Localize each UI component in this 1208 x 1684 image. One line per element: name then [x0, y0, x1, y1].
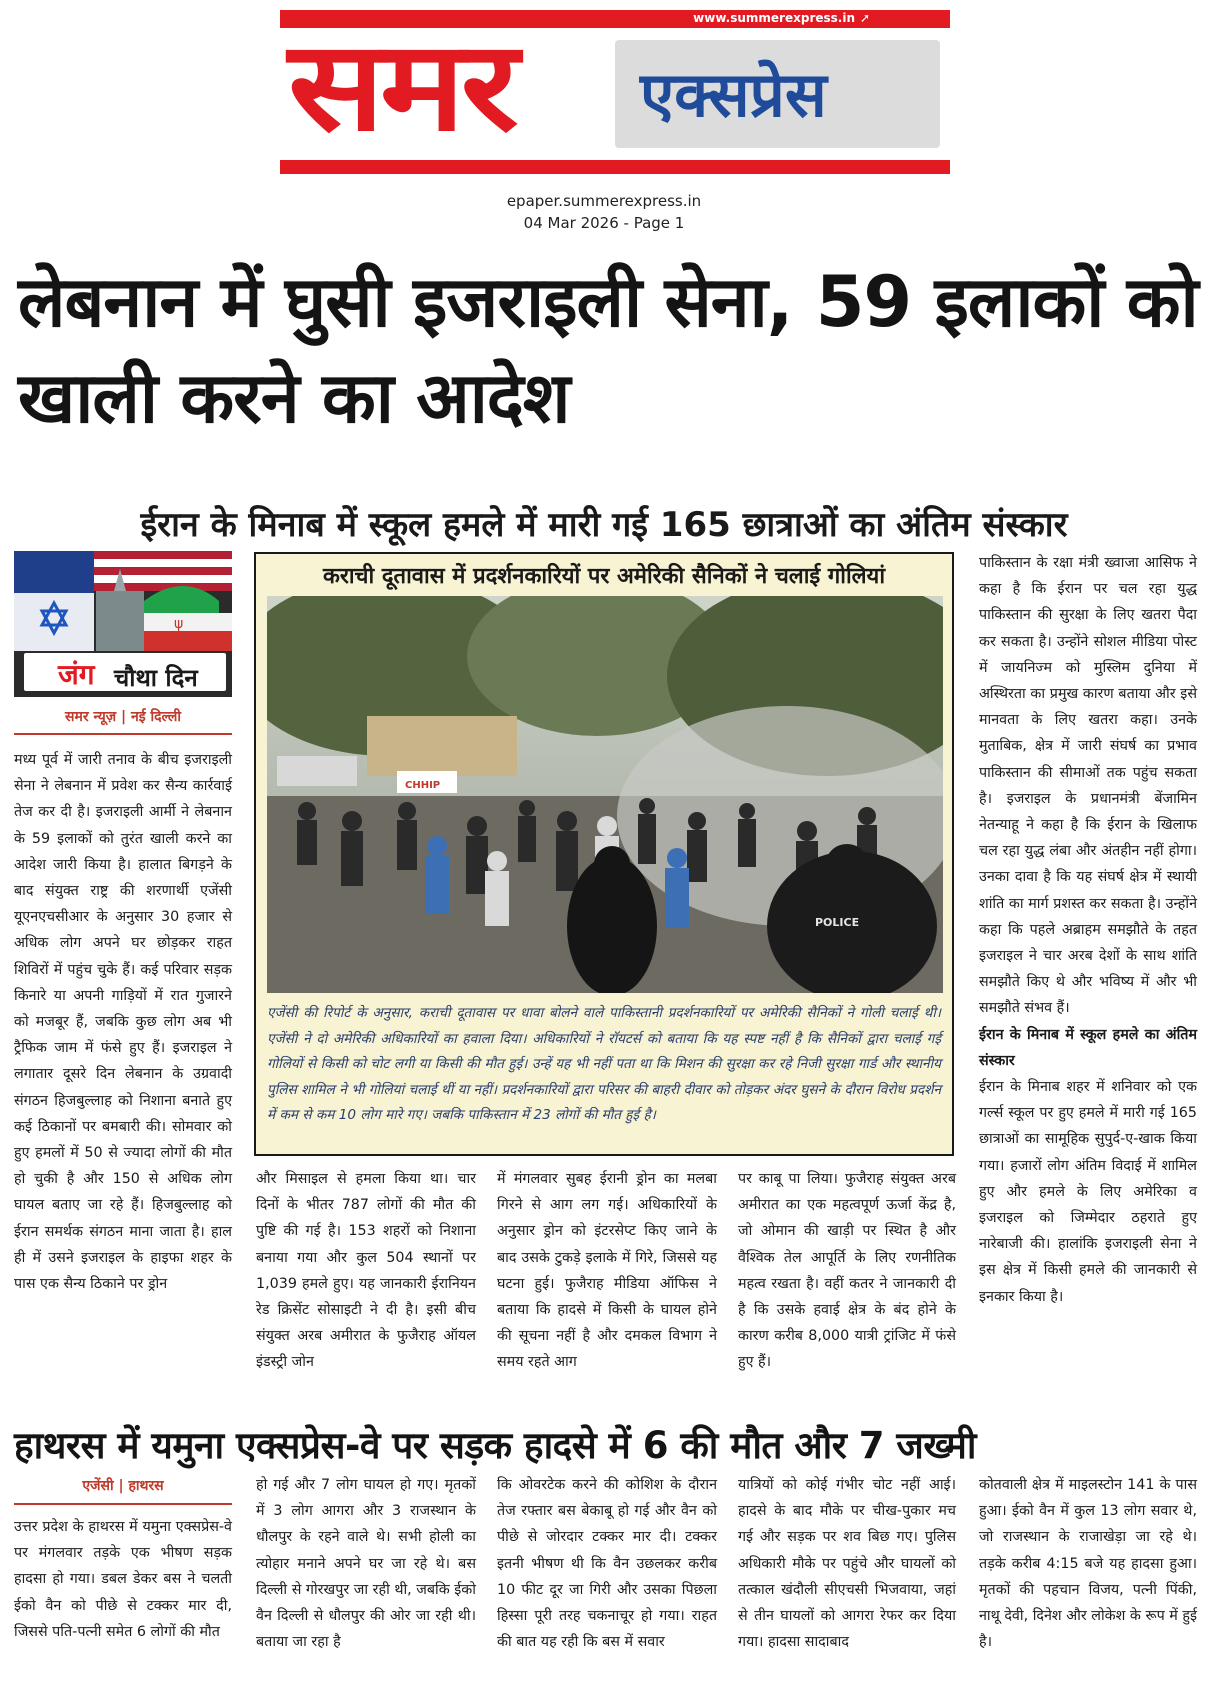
hathras-column-1: उत्तर प्रदेश के हाथरस में यमुना एक्सप्रेस-वे पर मंगलवार तड़के एक भीषण सड़क हादसा हो गया। डबल डेकर बस ने चलती ईको वैन को पीछे से टक्कर मार दी, जिससे पति-पत्नी समेत 6 लोगों की मौत	[14, 1519, 232, 1640]
lead-byline: समर न्यूज़ | नई दिल्ली	[65, 709, 181, 725]
photo-feature-title: कराची दूतावास में प्रदर्शनकारियों पर अमेरिकी सैनिकों ने चलाई गोलियां	[322, 564, 886, 589]
byline-rule	[14, 733, 232, 735]
lead-column-1: मध्य पूर्व में जारी तनाव के बीच इजराइली सेना ने लेबनान में प्रवेश कर सैन्य कार्रवाई तेज कर दी है। इजराइली आर्मी ने लेबनान के 59 इलाकों को तुरंत खाली करने का आदेश जारी किया है। हालात बिगड़ने के बाद संयुक्त राष्ट्र की शरणार्थी एजेंसी यूएनएचसीआर के अनुसार 30 हजार से अधिक लोग अपने घर छोड़कर राहत शिविरों में पहुंच चुके हैं। कई परिवार सड़क किनारे या अपनी गाड़ियों में रात गुजारने को मजबूर हैं, जबकि कुछ लोग अब भी ट्रैफिक जाम में फंसे हुए हैं। इजराइल ने लगातार दूसरे दिन लेबनान के उग्रवादी संगठन हिजबुल्लाह को निशाना बनाते हुए कई ठिकानों पर बमबारी की। सोमवार को हुए हमलों में 50 से ज्यादा लोगों की मौत हो चुकी है और 150 से अधिक लोग घायल बताए जा रहे हैं। हिजबुल्लाह को ईरान समर्थक संगठन माना जाता है। हाल ही में उसने इजराइल के हाइफा शहर के पास एक सैन्य ठिकाने पर ड्रोन	[14, 752, 232, 1293]
war-word: जंग	[58, 658, 95, 691]
lead-column-5	[979, 550, 1197, 1310]
masthead	[280, 10, 950, 175]
hathras-byline-rule	[14, 1503, 232, 1505]
lead-column-3: में मंगलवार सुबह ईरानी ड्रोन का मलबा गिरने से आग लग गई। अधिकारियों के अनुसार ड्रोन को इंटरसेप्ट किए जाने के बाद उसके टुकड़े इलाके में गिरे, जिससे यह घटना हुई। फुजैराह मीडिया ऑफिस ने बताया कि हादसे में किसी के घायल होने की सूचना नहीं है और दमकल विभाग ने समय रहते आग	[497, 1171, 717, 1371]
photo-caption: एजेंसी की रिपोर्ट के अनुसार, कराची दूतावास पर धावा बोलने वाले पाकिस्तानी प्रदर्शनकारियों पर अमेरिकी सैनिकों ने गोली चलाई थी। एजेंसी ने दो अमेरिकी अधिकारियों का हवाला दिया। अधिकारियों ने रॉयटर्स को बताया कि यह स्पष्ट नहीं है कि सैनिकों द्वारा चलाई गई गोलियों से किसी को चोट लगी या किसी की मौत हुई। उन्हें यह भी नहीं पता था कि मिशन की सुरक्षा कर रहे निजी सुरक्षा गार्ड और स्थानीय पुलिस शामिल ने भी गोलियां चलाई थीं या नहीं। प्रदर्शनकारियों द्वारा परिसर की बाहरी दीवार को तोड़कर अंदर घुसने के दौरान विरोध प्रदर्शन में कम से कम 10 लोग मारे गए। जबकि पाकिस्तान में 23 लोगों की मौत हुई है।	[267, 1005, 941, 1124]
masthead-title-red: समर	[288, 15, 515, 159]
epaper-site[interactable]: epaper.summerexpress.in	[506, 192, 702, 210]
masthead-website[interactable]: www.summerexpress.in	[693, 11, 855, 25]
hathras-headline: हाथरस में यमुना एक्सप्रेस-वे पर सड़क हादसे में 6 की मौत और 7 जख्मी	[14, 1424, 977, 1467]
svg-text:ψ: ψ	[174, 616, 184, 632]
lead-subheadline: ईरान के मिनाब में स्कूल हमले में मारी गई 165 छात्राओं का अंतिम संस्कार	[140, 505, 1068, 545]
lead-column-2: और मिसाइल से हमला किया था। चार दिनों के भीतर 787 लोगों की मौत की पुष्टि की गई है। 153 शहरों को निशाना बनाया गया और कुल 504 स्थानों पर 1,039 हमले हुए। यह जानकारी ईरानियन रेड क्रिसेंट सोसाइटी ने दी है। इसी बीच संयुक्त अरब अमीरात के फुजैराह ऑयल इंडस्ट्री जोन	[256, 1171, 476, 1371]
cursor-arrow-icon: ➚	[859, 11, 870, 25]
hathras-column-5: कोतवाली क्षेत्र में माइलस्टोन 141 के पास हुआ। ईको वैन में कुल 13 लोग सवार थे, जो राजस्थान के राजाखेड़ा जा रहे थे। तड़के करीब 4:15 बजे यह हादसा हुआ। मृतकों की पहचान विजय, पत्नी पिंकी, नाथू देवी, दिनेश और लोकेश के रूप में हुई है।	[979, 1477, 1197, 1651]
lead-column-5-top: पाकिस्तान के रक्षा मंत्री ख्वाजा आसिफ ने कहा है कि ईरान पर चल रहा युद्ध पाकिस्तान की सुरक्षा के लिए खतरा पैदा कर सकता है। उन्होंने सोशल मीडिया पोस्ट में जायनिज्म को मुस्लिम दुनिया में अस्थिरता का प्रमुख कारण बताया और इसे मानवता के लिए खतरा कहा। उनके मुताबिक, क्षेत्र में जारी संघर्ष का प्रभाव पाकिस्तान की सीमाओं तक पहुंच सकता है। इजराइल के प्रधानमंत्री बेंजामिन नेतन्याहू ने कहा है कि ईरान के खिलाफ चल रहा युद्ध लंबा और अंतहीन नहीं होगा। उनका दावा है कि यह संघर्ष क्षेत्र में स्थायी शांति का मार्ग प्रशस्त कर सकता है। उन्होंने कहा कि पहले अब्राहम समझौते के तहत इजराइल ने चार अरब देशों के साथ शांति समझौते किए थे और भविष्य में और भी समझौते संभव हैं।	[979, 555, 1197, 1017]
masthead-bottom-bar	[280, 160, 950, 174]
war-day-badge	[14, 551, 232, 697]
protest-scene-image	[267, 596, 943, 993]
edition-info	[0, 190, 1208, 234]
lead-column-5-bottom: ईरान के मिनाब शहर में शनिवार को एक गर्ल्स स्कूल पर हुए हमले में मारी गई 165 छात्राओं का सामूहिक सुपुर्द-ए-खाक किया गया। हजारों लोग अंतिम विदाई में शामिल हुए और हमले के लिए अमेरिका व इजराइल को जिम्मेदार ठहराते हुए नारेबाजी की। हालांकि इजराइली सेना ने इस क्षेत्र में किसी हमले की जानकारी से इनकार किया है।	[979, 1079, 1197, 1305]
ambulance-text: CHHIP	[405, 780, 441, 791]
hathras-column-2: हो गई और 7 लोग घायल हो गए। मृतकों में 3 लोग आगरा और 3 राजस्थान के धौलपुर के रहने वाले थे। सभी होली का त्योहार मनाने अपने घर जा रहे थे। बस दिल्ली से गोरखपुर जा रही थी, जबकि ईको वैन दिल्ली से धौलपुर की ओर जा रही थी। बताया जा रहा है	[256, 1477, 476, 1651]
photo-feature-box	[254, 552, 954, 1156]
police-text: POLICE	[815, 916, 860, 929]
war-day-count: चौथा दिन	[114, 664, 198, 692]
lead-headline: लेबनान में घुसी इजराइली सेना, 59 इलाकों को खाली करने का आदेश	[18, 261, 1198, 439]
masthead-title-blue: एक्सप्रेस	[640, 58, 827, 131]
edition-date-page: 04 Mar 2026 - Page 1	[523, 214, 685, 232]
lead-column-4: पर काबू पा लिया। फुजैराह संयुक्त अरब अमीरात का एक महत्वपूर्ण ऊर्जा केंद्र है, जो ओमान की खाड़ी पर स्थित है और वैश्विक तेल आपूर्ति के लिए रणनीतिक महत्व रखता है। वहीं कतर ने जानकारी दी है कि उसके हवाई क्षेत्र के बंद होने के कारण करीब 8,000 यात्री ट्रांजिट में फंसे हुए हैं।	[738, 1171, 956, 1371]
hathras-column-4: यात्रियों को कोई गंभीर चोट नहीं आई। हादसे के बाद मौके पर चीख-पुकार मच गई और सड़क पर शव बिछ गए। पुलिस अधिकारी मौके पर पहुंचे और घायलों को तत्काल खंदौली सीएचसी भिजवाया, जहां से तीन घायलों को आगरा रेफर कर दिया गया। हादसा सादाबाद	[738, 1477, 956, 1651]
karachi-protest-photo	[267, 596, 943, 993]
hathras-column-3: कि ओवरटेक करने की कोशिश के दौरान तेज रफ्तार बस बेकाबू हो गई और वैन को पीछे से जोरदार टक्कर मार दी। टक्कर इतनी भीषण थी कि वैन उछलकर करीब 10 फीट दूर जा गिरी और उसका पिछला हिस्सा पूरी तरह चकनाचूर हो गया। राहत की बात यह रही कि बस में सवार	[497, 1477, 717, 1651]
minab-subhead: ईरान के मिनाब में स्कूल हमले का अंतिम संस्कार	[979, 1026, 1197, 1069]
hathras-byline: एजेंसी | हाथरस	[82, 1478, 164, 1494]
